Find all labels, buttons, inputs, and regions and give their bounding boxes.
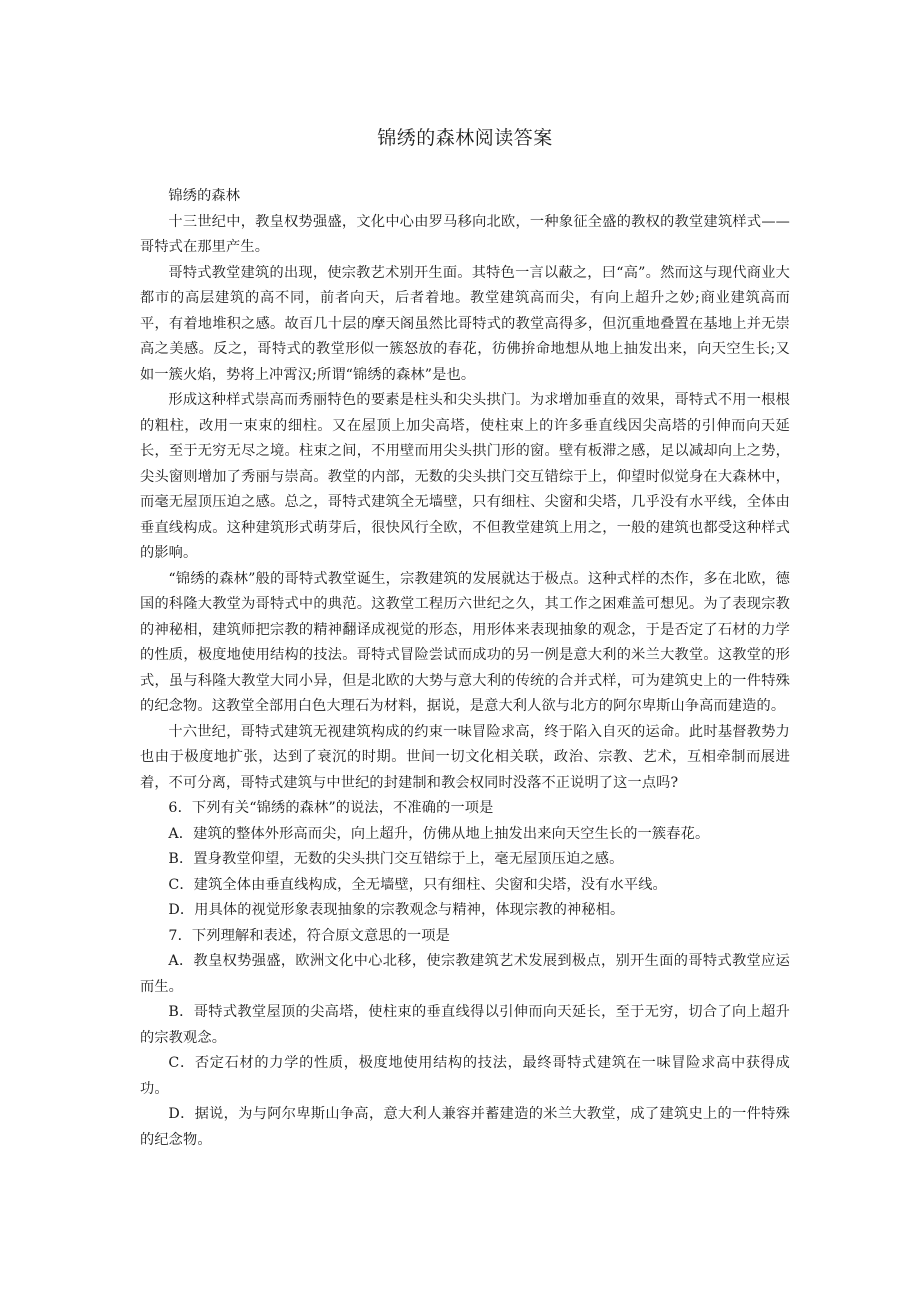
question-stem: 6．下列有关“锦绣的森林”的说法，不准确的一项是: [168, 800, 494, 816]
option-a: A．建筑的整体外形高而尖，向上超升，仿佛从地上抽发出来向天空生长的一簇春花。: [168, 825, 710, 842]
option-c: C．否定石材的力学的性质，极度地使用结构的技法，最终哥特式建筑在一味冒险求高中获得成功。: [140, 1055, 790, 1097]
article-paragraph: 哥特式教堂建筑的出现，使宗教艺术别开生面。其特色一言以蔽之，曰“高”。然而这与现代商业大都市的高层建筑的高不同，前者向天，后者着地。教堂建筑高而尖，有向上超升之妙;商业建筑高而平，有着地堆积之感。故百几十层的摩天阁虽然比哥特式的教堂高得多，但沉重地叠置在基地上并无崇高之美感。反之，哥特式的教堂形似一簇怒放的春花，彷佛拚命地想从地上抽发出来，向天空生长;又如一簇火焰，势将上冲霄汉;所谓“锦绣的森林”是也。: [140, 264, 790, 383]
document-page: [140, 118, 790, 1153]
question-stem: 7．下列理解和表述，符合原文意思的一项是: [168, 927, 450, 944]
question-6: [140, 796, 790, 924]
document-title: 锦绣的森林阅读答案: [377, 127, 553, 149]
option-a: A．教皇权势强盛，欧洲文化中心北移，使宗教建筑艺术发展到极点，别开生面的哥特式教堂应运而生。: [140, 953, 790, 995]
article-paragraph: “锦绣的森林”般的哥特式教堂诞生，宗教建筑的发展就达于极点。这种式样的杰作，多在北欧，德国的科隆大教堂为哥特式中的典范。这教堂工程历六世纪之久，其工作之困难盖可想见。为了表现宗教的神秘相，建筑师把宗教的精神翻译成视觉的形态，用形体来表现抽象的观念，于是否定了石材的力学的性质，极度地使用结构的技法。哥特式冒险尝试而成功的另一例是意大利的米兰大教堂。这教堂的形式，虽与科隆大教堂大同小异，但是北欧的大势与意大利的传统的合并式样，可为建筑史上的一件特殊的纪念物。这教堂全部用白色大理石为材料，据说，是意大利人欲与北方的阿尔卑斯山争高而建造的。: [140, 570, 790, 714]
option-d: D．用具体的视觉形象表现抽象的宗教观念与精神，体现宗教的神秘相。: [168, 902, 625, 918]
article-heading: 锦绣的森林: [168, 188, 241, 204]
article-paragraph: 形成这种样式崇高而秀丽特色的要素是柱头和尖头拱门。为求增加垂直的效果，哥特式不用一根根的粗柱，改用一束束的细柱。又在屋顶上加尖高塔，使柱束上的许多垂直线因尖高塔的引伸而向天延长，至于无穷无尽之境。柱束之间，不用壁而用尖头拱门形的窗。壁有板滞之感，足以减却向上之势，尖头窗则增加了秀丽与崇高。教堂的内部，无数的尖头拱门交互错综于上，仰望时似觉身在大森林中，而毫无屋顶压迫之感。总之，哥特式建筑全无墙壁，只有细柱、尖窗和尖塔，几乎没有水平线，全体由垂直线构成。这种建筑形式萌芽后，很快风行全欧，不但教堂建筑上用之，一般的建筑也都受这种样式的影响。: [140, 392, 790, 561]
article-body: [140, 184, 790, 796]
article-paragraph: 十三世纪中，教皇权势强盛，文化中心由罗马移向北欧，一种象征全盛的教权的教堂建筑样式——哥特式在那里产生。: [140, 213, 790, 255]
option-b: B．哥特式教堂屋顶的尖高塔，使柱束的垂直线得以引伸而向天延长，至于无穷，切合了向上超升的宗教观念。: [140, 1004, 790, 1046]
question-7: [140, 924, 790, 1154]
option-b: B．置身教堂仰望，无数的尖头拱门交互错综于上，毫无屋顶压迫之感。: [168, 851, 624, 867]
option-c: C．建筑全体由垂直线构成，全无墙壁，只有细柱、尖窗和尖塔，没有水平线。: [168, 876, 667, 893]
option-d: D．据说，为与阿尔卑斯山争高，意大利人兼容并蓄建造的米兰大教堂，成了建筑史上的一件特殊的纪念物。: [140, 1106, 790, 1148]
article-paragraph: 十六世纪，哥特式建筑无视建筑构成的约束一味冒险求高，终于陷入自灭的运命。此时基督教势力也由于极度地扩张，达到了衰沉的时期。世间一切文化相关联，政治、宗教、艺术，互相牵制而展进着，不可分离，哥特式建筑与中世纪的封建制和教会权同时没落不正说明了这一点吗?: [140, 723, 790, 791]
